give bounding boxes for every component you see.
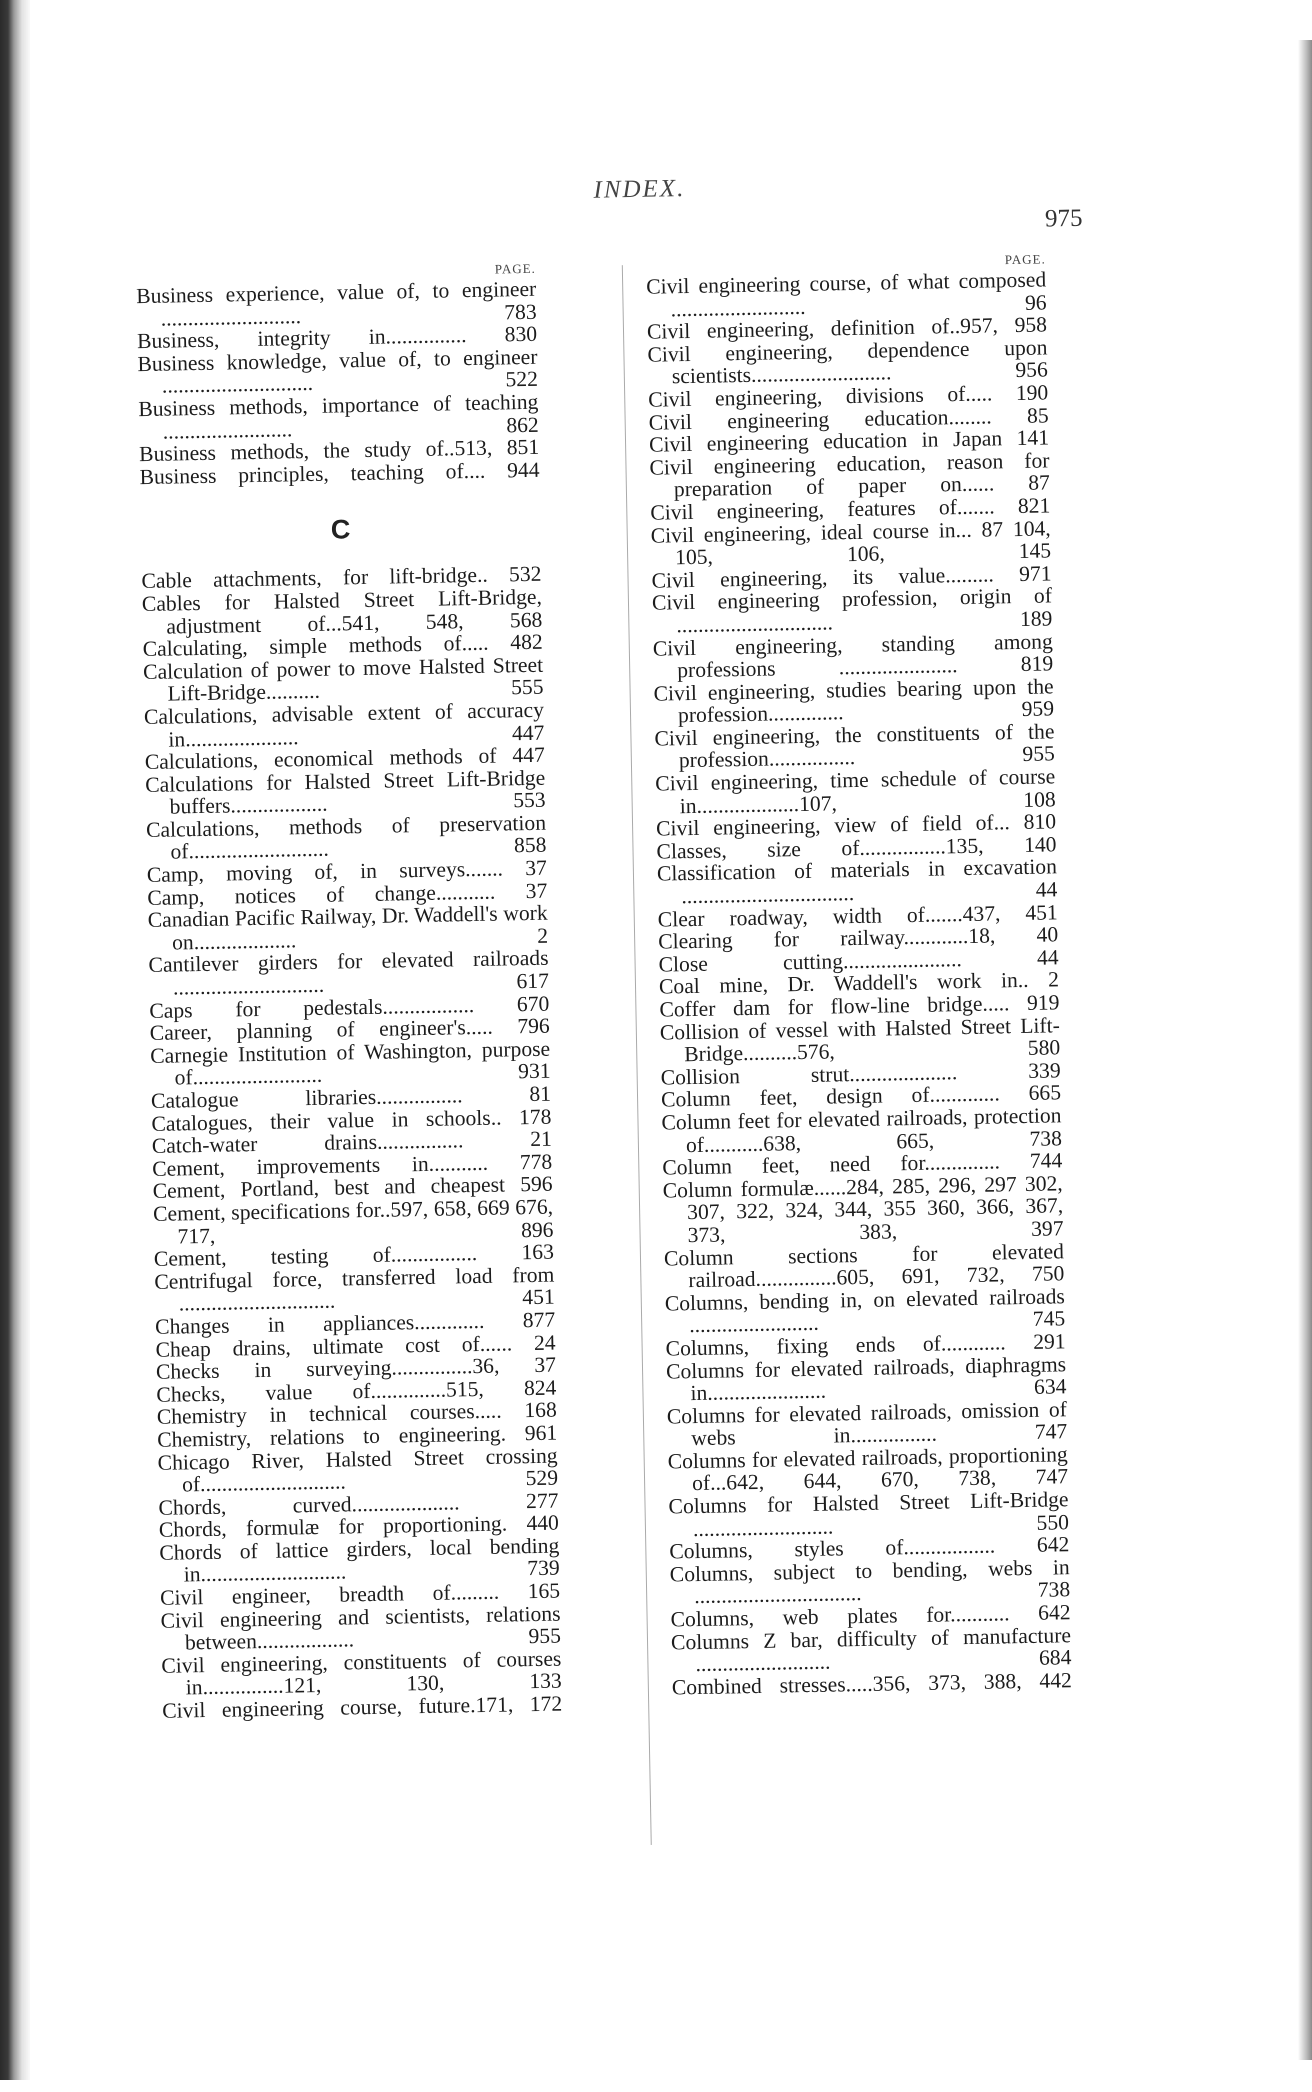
index-entry: Coal mine, Dr. Waddell's work in.. 2 [658,967,1060,1000]
index-entry: Calculation of power to move Halsted Street Lift-Bridge.......... 555 [142,652,544,706]
entries-b-list [136,278,540,489]
index-entry: Column feet, need for.............. 744 [662,1148,1063,1180]
index-entry: Camp, notices of change........... 37 [147,878,548,910]
index-entry: Civil engineering, dependence upon scientists.......................... 956 [647,335,1049,389]
index-entry: Civil engineer, breadth of......... 165 [159,1578,561,1610]
index-entry: Business methods, the study of..513, 851 [138,434,540,467]
index-entry: Business, integrity in............... 830 [136,321,538,354]
index-entry: Career, planning of engineer's..... 796 [149,1013,550,1046]
index-entry: Cables for Halsted Street Lift-Bridge, adjustment of...541, 548, 568 [141,584,543,639]
index-entry: Cement, Portland, best and cheapest 596 [152,1172,553,1204]
index-entry: Columns Z bar, difficulty of manufacture ......................... 684 [670,1622,1072,1677]
index-entry: Civil engineering, ideal course in... 87 104, 105, 106, 145 [650,515,1052,570]
index-entry: Civil engineering, its value......... 971 [651,561,1052,593]
index-entry: Business methods, importance of teaching ........................ 862 [138,389,539,444]
index-entry: Cantilever girders for elevated railroads ............................ 617 [148,946,550,1000]
index-entry: Catch-water drains................ 21 [151,1126,553,1159]
index-entry: Civil engineering education in Japan 141 [648,425,1050,457]
index-entry: Chords of lattice girders, local bending in........................... 739 [159,1533,560,1587]
index-entry: Columns for Halsted Street Lift-Bridge .......................... 550 [668,1487,1070,1541]
index-entry: Chemistry, relations to engineering. 961 [157,1420,558,1452]
right-column [646,250,1072,1698]
index-entry: Clear roadway, width of.......437, 451 [657,899,1058,932]
index-entry: Calculations for Halsted Street Lift-Bridge buffers.................. 553 [145,765,546,819]
index-entry: Columns for elevated railroads, omission of webs in................ 747 [666,1396,1068,1451]
index-entry: Cement, specifications for..597, 658, 669 676, 717, 896 [152,1194,554,1249]
index-entry: Columns for elevated railroads, diaphragms in...................... 634 [665,1351,1067,1406]
index-entry: Cement, testing of................ 163 [153,1239,555,1272]
index-entry: Checks in surveying...............36, 37 [155,1352,557,1385]
index-entry: Civil engineering, features of....... 821 [650,493,1051,525]
left-column [136,260,563,1723]
column-divider [622,265,652,1845]
index-entry: Close cutting...................... 44 [658,945,1059,977]
index-entry: Business knowledge, value of, to engineer ............................ 522 [137,344,539,399]
index-entry: Column feet, design of............. 665 [660,1080,1062,1112]
index-entry: Combined stresses.....356, 373, 388, 442 [671,1668,1073,1700]
index-entry: Clearing for railway............18, 40 [657,922,1059,954]
index-entry: Civil engineering profession, origin of ............................. 189 [651,583,1053,638]
index-entry: Civil engineering course, of what composed ......................... 96 [645,267,1047,321]
index-entry: Camp, moving of, in surveys....... 37 [146,855,548,888]
index-entry: Calculations, advisable extent of accuracy in..................... 447 [143,697,545,752]
index-entry: Civil engineering and scientists, relations between.................. 955 [160,1601,562,1655]
index-entry: Classes, size of................135, 140 [656,832,1057,864]
index-entry: Business principles, teaching of.... 944 [139,457,540,489]
index-entry: Civil engineering, view of field of... 810 [655,809,1057,841]
index-entry: Civil engineering, time schedule of course in...................107, 108 [655,764,1056,818]
index-entry: Catalogues, their value in schools.. 178 [151,1104,552,1136]
index-entry: Civil engineering, definition of..957, 958 [646,312,1048,344]
index-entry: Centrifugal force, transferred load from ............................. 451 [154,1262,555,1316]
index-entry: Cable attachments, for lift-bridge.. 532 [141,562,542,594]
index-entry: Collision of vessel with Halsted Street Lift-Bridge..........576, 580 [659,1012,1061,1067]
index-entry: Chords, curved.................... 277 [158,1488,559,1520]
index-entry: Cheap drains, ultimate cost of...... 24 [155,1330,556,1362]
index-entry: Civil engineering course, future.171, 172 [161,1691,563,1723]
index-entry: Calculations, economical methods of 447 [144,742,545,775]
index-entry: Collision strut.................... 339 [660,1058,1061,1090]
index-entry: Canadian Pacific Railway, Dr. Waddell's work on................... 2 [147,900,549,955]
index-entry: Civil engineering, constituents of courses in...............121, 130, 133 [161,1646,562,1700]
index-entry: Civil engineering, the constituents of the profession................ 955 [654,719,1056,773]
index-entry: Cement, improvements in........... 778 [152,1149,553,1181]
index-entry: Columns, fixing ends of............ 291 [665,1329,1066,1361]
page-column-label: PAGE. [1004,251,1046,268]
index-entry: Classification of materials in excavation ................................ 44 [656,854,1058,909]
index-entry: Columns, subject to bending, webs in ............................... 738 [669,1555,1071,1609]
index-entry: Civil engineering, divisions of..... 190 [648,380,1049,412]
index-entry: Calculating, simple methods of..... 482 [142,629,543,662]
index-entry: Column feet for elevated railroads, protection of...........638, 665, 738 [661,1103,1063,1157]
index-entry: Chicago River, Halsted Street crossing of........................... 529 [157,1443,559,1497]
running-head: INDEX. [593,175,686,204]
index-entry: Caps for pedestals................. 670 [149,991,550,1023]
index-entry: Business experience, value of, to engineer .......................... 783 [136,276,537,331]
page-column-label: PAGE. [494,260,536,277]
index-entry: Columns, bending in, on elevated railroads ........................ 745 [664,1283,1066,1338]
index-entry: Catalogue libraries................ 81 [150,1081,552,1113]
entries-c-list [141,563,562,1722]
entries-right-list [646,268,1072,1698]
index-entry: Civil engineering education, reason for preparation of paper on...... 87 [649,448,1051,502]
index-entry: Columns for elevated railroads, proportioning of...642, 644, 670, 738, 747 [667,1442,1069,1496]
index-entry: Column sections for elevated railroad...............605, 691, 732, 750 [663,1238,1065,1293]
index-entry: Chemistry in technical courses..... 168 [156,1397,557,1430]
index-entry: Columns, web plates for........... 642 [670,1600,1071,1632]
index-entry: Chords, formulæ for proportioning. 440 [158,1510,560,1543]
index-entry: Carnegie Institution of Washington, purpose of........................ 931 [149,1036,551,1090]
index-entry: Civil engineering education........ 85 [648,402,1049,435]
index-entry: Calculations, methods of preservation of.......................... 858 [145,810,547,865]
index-entry: Checks, value of..............515, 824 [156,1375,557,1407]
section-letter: C [330,514,351,545]
page-number: 975 [1044,204,1083,233]
index-entry: Civil engineering, standing among professions ...................... 819 [652,628,1054,683]
index-entry: Coffer dam for flow-line bridge..... 919 [659,990,1060,1022]
index-entry: Changes in appliances............. 877 [154,1307,556,1339]
index-entry: Columns, styles of................. 642 [669,1532,1070,1564]
index-entry: Column formulæ......284, 285, 296, 297 302, 307, 322, 324, 344, 355 360, 366, 367, 373, 383, 397 [662,1171,1064,1248]
index-entry: Civil engineering, studies bearing upon the profession.............. 959 [653,674,1055,728]
